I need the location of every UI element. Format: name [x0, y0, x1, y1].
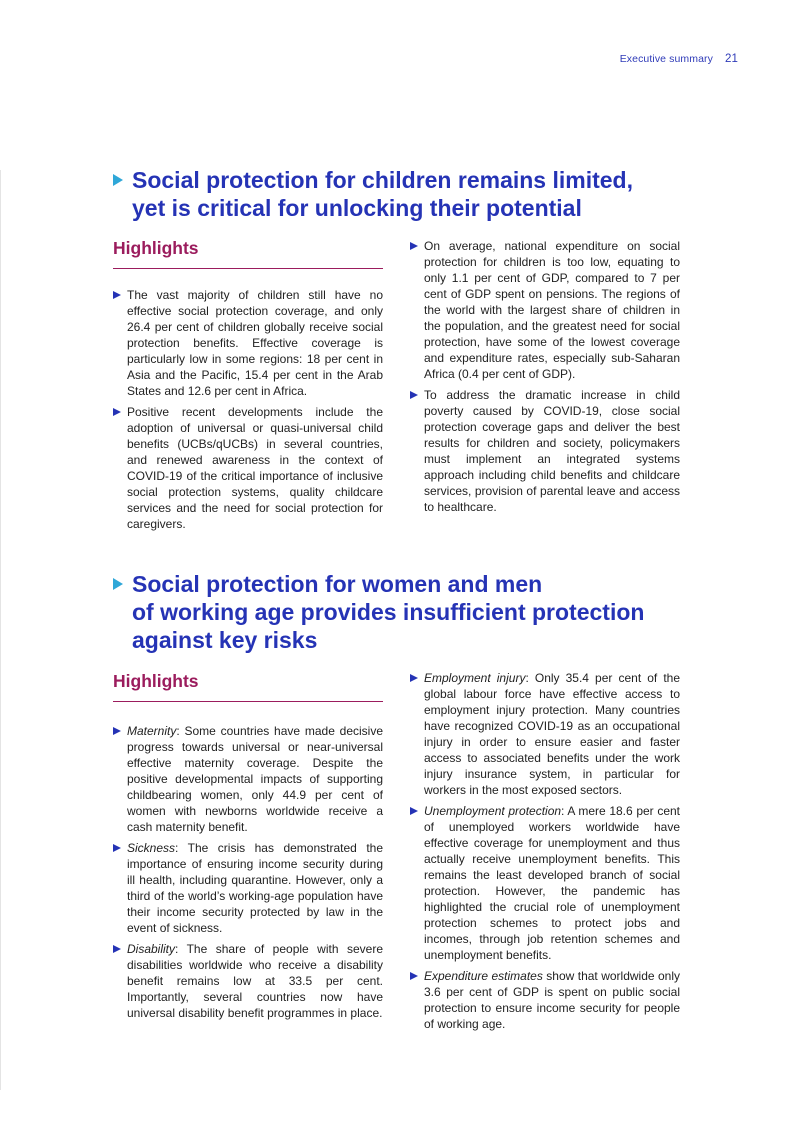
- item-term: Maternity: [127, 724, 177, 738]
- triangle-bullet-icon: [113, 408, 121, 416]
- triangle-bullet-icon: [113, 291, 121, 299]
- list-item: [410, 968, 680, 1032]
- triangle-bullet-icon: [410, 391, 418, 399]
- highlights-list-right: [410, 238, 680, 520]
- highlights-list-right: [410, 670, 680, 1037]
- section-marker-icon: [113, 578, 123, 590]
- list-item: [113, 941, 383, 1021]
- list-item: [410, 803, 680, 963]
- section-title-line: yet is critical for unlocking their potential: [132, 195, 582, 221]
- list-item-text: : Some countries have made decisive progress towards universal or near-universal effective maternity coverage. Despite the positive developmental impacts of supporting childbearing women, only 44.9 per cent of women with newborns worldwide receive a cash maternity benefit.: [127, 724, 383, 834]
- list-item: [410, 387, 680, 515]
- list-item: [113, 840, 383, 936]
- list-item: [410, 670, 680, 798]
- list-item-text: show that worldwide only 3.6 per cent of GDP is spent on public social protection to ensure income security for people of working age.: [424, 969, 681, 1031]
- item-term: Disability: [127, 942, 176, 956]
- triangle-bullet-icon: [113, 727, 121, 735]
- triangle-bullet-icon: [410, 242, 418, 250]
- highlights-heading: Highlights: [113, 671, 383, 702]
- list-item: [113, 404, 383, 532]
- item-term: Sickness: [127, 841, 176, 855]
- highlights-list-left: [113, 287, 383, 537]
- list-item: [113, 723, 383, 835]
- list-item-text: Positive recent developments include the adoption of universal or quasi-universal child benefits (UCBs/qUCBs) in several countries, and renewed awareness in the context of COVID-19 of the critical importance of inclusive social protection systems, quality childcare services and the need for social protection for caregivers.: [127, 405, 383, 531]
- list-item: [113, 287, 383, 399]
- section-title-line: Social protection for women and men: [132, 571, 543, 597]
- item-term: Unemployment protection: [424, 804, 562, 818]
- page-number: 21: [725, 53, 738, 65]
- highlights-heading: Highlights: [113, 238, 383, 269]
- page-edge-rule: [0, 170, 1, 1090]
- item-term: Employment injury: [424, 671, 526, 685]
- section-title-line: against key risks: [132, 627, 318, 653]
- triangle-bullet-icon: [113, 844, 121, 852]
- list-item-text: To address the dramatic increase in child poverty caused by COVID-19, close social protection coverage gaps and deliver the best results for children and society, policymakers must implement an integrated systems approach including child benefits and childcare services, provision of parental leave and access to healthcare.: [424, 388, 680, 514]
- section-title-line: Social protection for children remains limited,: [132, 167, 633, 193]
- list-item: [410, 238, 680, 382]
- section-title-working-age: [113, 570, 673, 654]
- section-title-children: [113, 166, 673, 222]
- list-item-text: On average, national expenditure on social protection for children is too low, equating to only 1.1 per cent of GDP, compared to 7 per cent of GDP spent on pensions. The regions of the world with the largest share of children in the population, and the greatest need for social protection, have some of the lowest coverage and expenditure rates, especially sub-Saharan Africa (0.4 per cent of GDP).: [424, 239, 680, 381]
- section-title-line: of working age provides insufficient protection: [132, 599, 645, 625]
- list-item-text: : A mere 18.6 per cent of unemployed workers worldwide have effective coverage for unemployment and thus actually receive unemployment benefits. This remains the least developed branch of social protection. However, the pandemic has highlighted the crucial role of unemployment protection schemes to protect jobs and incomes, through job retention schemes and unemployment benefits.: [424, 804, 681, 962]
- list-item-text: : Only 35.4 per cent of the global labour force have effective access to employment injury protection. Many countries have recognized COVID-19 as an occupational injury in order to ensure easier and faster access to associated benefits under the work injury insurance system, in particular for workers in the most exposed sectors.: [424, 671, 680, 797]
- triangle-bullet-icon: [113, 945, 121, 953]
- list-item-text: : The crisis has demonstrated the importance of ensuring income security during ill health, including quarantine. However, only a third of the world’s working-age population have their income security protected by law in the event of sickness.: [127, 841, 383, 935]
- item-term: Expenditure estimates: [424, 969, 543, 983]
- triangle-bullet-icon: [410, 972, 418, 980]
- triangle-bullet-icon: [410, 674, 418, 682]
- running-head: [620, 53, 738, 65]
- highlights-list-left: [113, 723, 383, 1026]
- running-head-title: Executive summary: [619, 53, 713, 65]
- section-marker-icon: [113, 174, 123, 186]
- triangle-bullet-icon: [410, 807, 418, 815]
- list-item-text: : The share of people with severe disabilities worldwide who receive a disability benefit remains low at 33.5 per cent. Importantly, several countries now have universal disability benefit programmes in place.: [127, 942, 383, 1020]
- list-item-text: The vast majority of children still have no effective social protection coverage, and only 26.4 per cent of children globally receive social protection benefits. Effective coverage is particularly low in some regions: 18 per cent in Asia and the Pacific, 15.4 per cent in the Arab States and 12.6 per cent in Africa.: [127, 288, 383, 398]
